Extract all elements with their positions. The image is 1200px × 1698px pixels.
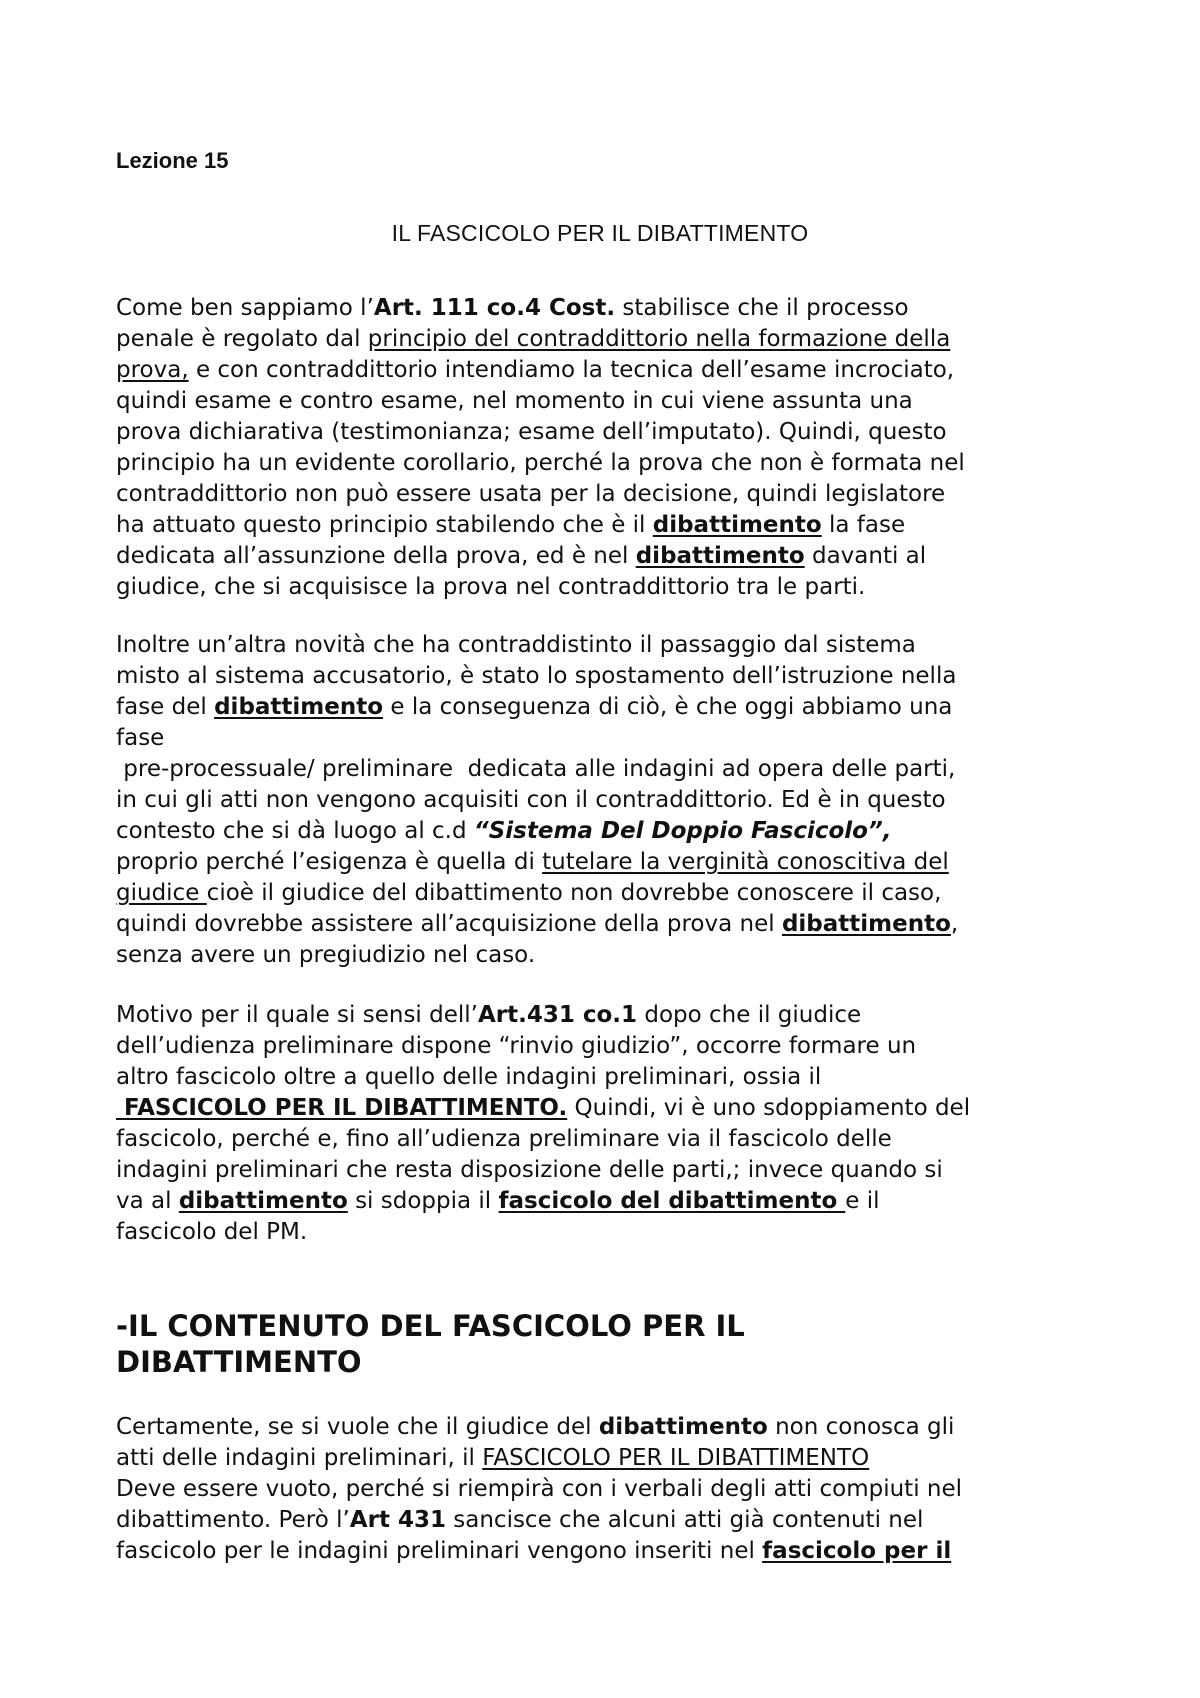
text-run: stabilisce che il processo bbox=[615, 295, 909, 321]
paragraph-art-431 bbox=[116, 1000, 1116, 1248]
text-line bbox=[116, 1505, 1116, 1536]
underlined-phrase: giudice bbox=[116, 880, 207, 906]
keyword-fascicolo: FASCICOLO PER IL DIBATTIMENTO bbox=[482, 1445, 870, 1471]
text-line bbox=[116, 878, 1116, 909]
text-line bbox=[116, 692, 1116, 723]
article-reference: Art. 111 co.4 Cost. bbox=[373, 295, 616, 321]
text-run: e la conseguenza di ciò, è che oggi abbiamo una bbox=[383, 694, 953, 720]
text-run: contesto che si dà luogo al c.d bbox=[116, 818, 474, 844]
text-line bbox=[116, 510, 1116, 541]
text-line: in cui gli atti non vengono acquisiti con il contraddittorio. Ed è in questo bbox=[116, 787, 946, 813]
text-run: fascicolo per le indagini preliminari vengono inseriti nel bbox=[116, 1538, 763, 1564]
text-run: davanti al bbox=[804, 543, 927, 569]
text-line: fascicolo del PM. bbox=[116, 1219, 308, 1245]
text-line bbox=[116, 355, 1116, 386]
text-line bbox=[116, 1000, 1116, 1031]
text-line bbox=[116, 909, 1116, 940]
paragraph-intro bbox=[116, 293, 1116, 603]
keyword-fascicolo: fascicolo del dibattimento bbox=[498, 1188, 846, 1214]
text-run: penale è regolato dal bbox=[116, 326, 368, 352]
paragraph-double-file bbox=[116, 630, 1116, 971]
text-line bbox=[116, 1443, 1116, 1474]
text-line: quindi esame e contro esame, nel momento in cui viene assunta una bbox=[116, 388, 913, 414]
text-line bbox=[116, 293, 1116, 324]
text-run: dopo che il giudice bbox=[637, 1002, 862, 1028]
keyword-dibattimento: dibattimento bbox=[652, 512, 822, 538]
underlined-principle: principio del contraddittorio nella formazione della bbox=[367, 326, 951, 352]
text-line: prova dichiarativa (testimonianza; esame dell’imputato). Quindi, questo bbox=[116, 419, 947, 445]
text-run: dedicata all’assunzione della prova, ed è nel bbox=[116, 543, 636, 569]
text-run: Motivo per il quale si sensi dell’ bbox=[116, 1002, 478, 1028]
heading-line: DIBATTIMENTO bbox=[116, 1345, 362, 1379]
text-run: Come ben sappiamo l’ bbox=[116, 295, 374, 321]
article-reference: Art 431 bbox=[349, 1507, 446, 1533]
text-line: giudice, che si acquisisce la prova nel contraddittorio tra le parti. bbox=[116, 574, 866, 600]
keyword-dibattimento: dibattimento bbox=[598, 1414, 768, 1440]
keyword-dibattimento: dibattimento bbox=[781, 911, 951, 937]
text-run: ha attuato questo principio stabilendo che è il bbox=[116, 512, 653, 538]
text-line: contraddittorio non può essere usata per la decisione, quindi legislatore bbox=[116, 481, 946, 507]
text-line: Deve essere vuoto, perché si riempirà con i verbali degli atti compiuti nel bbox=[116, 1476, 963, 1502]
text-run: dibattimento. Però l’ bbox=[116, 1507, 350, 1533]
text-run: la fase bbox=[821, 512, 906, 538]
keyword-fascicolo: fascicolo per il bbox=[762, 1538, 952, 1564]
text-run: si sdoppia il bbox=[347, 1188, 499, 1214]
text-line: pre-processuale/ preliminare dedicata alle indagini ad opera delle parti, bbox=[116, 756, 956, 782]
text-run: Quindi, vi è uno sdoppiamento del bbox=[567, 1095, 971, 1121]
underlined-phrase: tutelare la verginità conoscitiva del bbox=[542, 849, 949, 875]
text-run: fase del bbox=[116, 694, 215, 720]
text-line bbox=[116, 1093, 1116, 1124]
article-reference: Art.431 co.1 bbox=[477, 1002, 638, 1028]
text-line: principio ha un evidente corollario, perché la prova che non è formata nel bbox=[116, 450, 965, 476]
keyword-dibattimento: dibattimento bbox=[178, 1188, 348, 1214]
keyword-dibattimento: dibattimento bbox=[214, 694, 384, 720]
paragraph-content bbox=[116, 1412, 1116, 1567]
keyword-dibattimento: dibattimento bbox=[635, 543, 805, 569]
heading-line: -IL CONTENUTO DEL FASCICOLO PER IL bbox=[116, 1309, 745, 1343]
text-line bbox=[116, 1536, 1116, 1567]
text-line: Inoltre un’altra novità che ha contraddistinto il passaggio dal sistema bbox=[116, 632, 916, 658]
text-run: cioè il giudice del dibattimento non dovrebbe conoscere il caso, bbox=[206, 880, 942, 906]
underlined-principle: prova, bbox=[116, 357, 189, 383]
text-line: senza avere un pregiudizio nel caso. bbox=[116, 942, 536, 968]
system-name: “Sistema Del Doppio Fascicolo”, bbox=[473, 818, 892, 844]
document-title: IL FASCICOLO PER IL DIBATTIMENTO bbox=[391, 220, 809, 246]
text-line: indagini preliminari che resta disposizione delle parti,; invece quando si bbox=[116, 1157, 943, 1183]
text-run: va al bbox=[116, 1188, 179, 1214]
lesson-label: Lezione 15 bbox=[116, 148, 229, 173]
text-line bbox=[116, 847, 1116, 878]
text-run: quindi dovrebbe assistere all’acquisizione della prova nel bbox=[116, 911, 782, 937]
text-line: misto al sistema accusatorio, è stato lo spostamento dell’istruzione nella bbox=[116, 663, 957, 689]
text-run: , bbox=[950, 911, 959, 937]
text-line bbox=[116, 324, 1116, 355]
text-line: fascicolo, perché e, fino all’udienza preliminare via il fascicolo delle bbox=[116, 1126, 892, 1152]
text-run: e con contraddittorio intendiamo la tecnica dell’esame incrociato, bbox=[188, 357, 955, 383]
text-run: proprio perché l’esigenza è quella di bbox=[116, 849, 543, 875]
text-run: sancisce che alcuni atti già contenuti nel bbox=[445, 1507, 924, 1533]
section-heading bbox=[116, 1308, 1116, 1380]
text-run: atti delle indagini preliminari, il bbox=[116, 1445, 483, 1471]
text-line bbox=[116, 816, 1116, 847]
text-run: Certamente, se si vuole che il giudice del bbox=[116, 1414, 599, 1440]
text-line: dell’udienza preliminare dispone “rinvio giudizio”, occorre formare un bbox=[116, 1033, 917, 1059]
keyword-fascicolo: FASCICOLO PER IL DIBATTIMENTO. bbox=[116, 1095, 568, 1121]
text-line bbox=[116, 1412, 1116, 1443]
text-line bbox=[116, 541, 1116, 572]
text-run: non conosca gli bbox=[767, 1414, 955, 1440]
text-line: altro fascicolo oltre a quello delle indagini preliminari, ossia il bbox=[116, 1064, 822, 1090]
text-line bbox=[116, 1186, 1116, 1217]
text-run: e il bbox=[845, 1188, 880, 1214]
text-line: fase bbox=[116, 725, 165, 751]
